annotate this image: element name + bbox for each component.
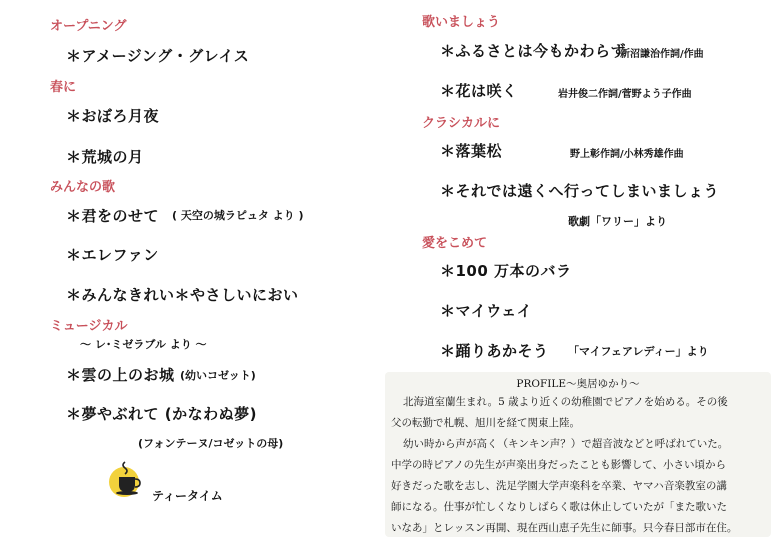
song-furusato: ＊ふるさとは今もかわらず [440, 42, 627, 60]
song-furusato-credit: 新沼謙治作詞/作曲 [620, 49, 704, 60]
profile-box [385, 372, 771, 537]
song-odori-akasou: ＊踊りあかそう [440, 342, 549, 360]
song-yume-yaburete-note: (フォンテーヌ/コゼットの母) [138, 437, 284, 450]
song-soredewa-tooku: ＊それでは遠くへ行ってしまいましょう [440, 182, 720, 200]
musical-subtitle: ～ レ･ミゼラブル より ～ [80, 338, 207, 351]
profile-line: いなあ」とレッスン再開、現在西山恵子先生に師事。只今春日部市在住。 [391, 522, 738, 534]
song-oboro-zukiyo: ＊おぼろ月夜 [66, 107, 160, 125]
song-kojo-no-tsuki: ＊荒城の月 [66, 148, 144, 166]
song-hana-wa-saku: ＊花は咲く [440, 82, 518, 100]
song-minna-kirei: ＊みんなきれい＊やさしいにおい [66, 286, 299, 304]
section-everyone-header: みんなの歌 [50, 180, 116, 195]
profile-line: 好きだった歌を志し、洗足学園大学声楽科を卒業、ヤマハ音楽教室の講 [391, 480, 727, 492]
section-sing-header: 歌いましょう [422, 15, 501, 30]
teatime-label: ティータイム [152, 489, 223, 503]
profile-line: 幼い時から声が高く（キンキン声？）で超音波などと呼ばれていた。 [403, 438, 729, 450]
song-karamatsu-credit: 野上彰作詞/小林秀雄作曲 [570, 149, 684, 160]
song-my-way: ＊マイウェイ [440, 302, 533, 320]
song-kimi-wo-nosete-note: ( 天空の城ラピュタ より ) [172, 209, 304, 222]
section-love-header: 愛をこめて [422, 236, 488, 251]
profile-line: 父の転勤で札幌、旭川を経て関東上陸。 [391, 417, 580, 429]
section-classical-header: クラシカルに [422, 116, 501, 131]
profile-line: 中学の時ピアノの先生が声楽出身だったことも影響して、小さい頃から [391, 459, 726, 471]
song-amazing-grace: ＊アメージング・グレイス [66, 47, 250, 65]
song-yume-yaburete: ＊夢やぶれて (かなわぬ夢) [66, 405, 257, 423]
song-kimi-wo-nosete: ＊君をのせて [66, 207, 160, 225]
section-musical-header: ミュージカル [50, 319, 128, 334]
tea-cup-icon [104, 458, 150, 498]
song-soredewa-tooku-note: 歌劇「ワリー」より [568, 215, 667, 228]
song-karamatsu: ＊落葉松 [440, 142, 503, 160]
profile-line: 北海道室蘭生まれ。5 歳より近くの幼稚園でピアノを始める。その後 [403, 396, 728, 408]
profile-title: PROFILE～奥居ゆかり～ [516, 378, 640, 390]
song-elephant: ＊エレファン [66, 246, 159, 264]
song-kumo-no-ue-no-oshiro: ＊雲の上のお城 [66, 366, 175, 384]
song-million-roses: ＊100 万本のバラ [440, 262, 572, 280]
song-odori-akasou-note: 「マイフェアレディー」より [568, 345, 709, 358]
song-kumo-no-ue-note: (幼いコゼット) [180, 369, 256, 382]
profile-line: 師になる。仕事が忙しくなりしばらく歌は休止していたが「また歌いた [391, 501, 727, 513]
song-hana-wa-saku-credit: 岩井俊二作詞/菅野よう子作曲 [558, 89, 692, 100]
section-opening-header: オープニング [50, 19, 127, 34]
section-spring-header: 春に [50, 80, 77, 95]
